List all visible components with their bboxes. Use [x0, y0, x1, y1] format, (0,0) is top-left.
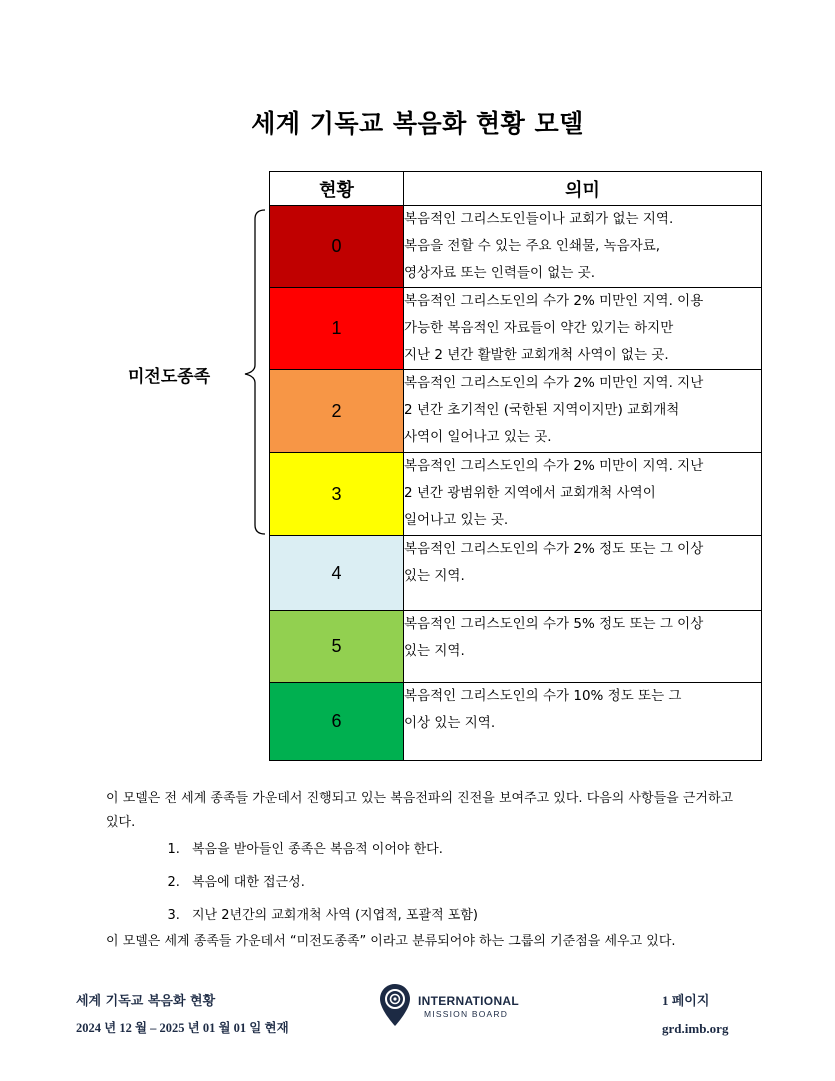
meaning-line: 이상 있는 지역.: [404, 715, 496, 731]
meaning-line: 지난 2 년간 활발한 교회개척 사역이 없는 곳.: [404, 347, 669, 363]
header-meaning: 의미: [404, 172, 762, 206]
meaning-cell: [404, 683, 762, 761]
meaning-line: 사역이 일어나고 있는 곳.: [404, 429, 552, 445]
meaning-line: 복음을 전할 수 있는 주요 인쇄물, 녹음자료,: [404, 238, 661, 254]
meaning-line: 복음적인 그리스도인의 수가 5% 정도 또는 그 이상: [404, 616, 704, 632]
meaning-line: 2 년간 광범위한 지역에서 교회개척 사역이: [404, 485, 656, 501]
meaning-cell: [404, 370, 762, 453]
meaning-line: 일어나고 있는 곳.: [404, 512, 509, 528]
page-title: 세계 기독교 복음화 현황 모델: [251, 109, 584, 138]
meaning-cell: [404, 453, 762, 536]
logo-sub-text: MISSION BOARD: [424, 1009, 509, 1019]
meaning-cell: [404, 611, 762, 683]
table-row: [270, 611, 762, 683]
list-item: 3. 지난 2년간의 교회개척 사역 (지엽적, 포괄적 포함): [184, 904, 746, 927]
level-cell: 1: [270, 288, 404, 370]
footer-date: 2024 년 12 월 – 2025 년 01 월 01 일 현재: [76, 1021, 289, 1035]
meaning-cell: [404, 536, 762, 611]
list-item: 1. 복음을 받아들인 종족은 복음적 이어야 한다.: [184, 838, 746, 861]
meaning-line: 영상자료 또는 인력들이 없는 곳.: [404, 265, 595, 281]
website-link[interactable]: grd.imb.org: [662, 1021, 729, 1036]
bracket-brace: [243, 209, 267, 535]
bracket-label: 미전도종족: [128, 367, 211, 387]
meaning-line: 복음적인 그리스도인의 수가 2% 미만인 지역. 이용: [404, 293, 704, 309]
meaning-line: 가능한 복음적인 자료들이 약간 있기는 하지만: [404, 320, 674, 336]
meaning-line: 복음적인 그리스도인의 수가 2% 미만인 지역. 지난: [404, 375, 704, 391]
table-row: [270, 683, 762, 761]
table-body: [270, 206, 762, 761]
header-level: 현황: [270, 172, 404, 206]
meaning-line: 복음적인 그리스도인의 수가 2% 미만이 지역. 지난: [404, 458, 704, 474]
table-row: [270, 206, 762, 288]
level-cell: 4: [270, 536, 404, 611]
page-number: 1 페이지: [662, 993, 710, 1008]
logo-text: [418, 994, 519, 1019]
meaning-line: 있는 지역.: [404, 568, 465, 584]
footer-left: [76, 990, 289, 1036]
meaning-line: 복음적인 그리스도인의 수가 10% 정도 또는 그: [404, 688, 682, 704]
meaning-cell: [404, 288, 762, 370]
description: [106, 787, 746, 954]
table-row: [270, 288, 762, 370]
intro-text: 이 모델은 전 세계 종족들 가운데서 진행되고 있는 복음전파의 진전을 보여주고 있다. 다음의 사항들을 근거하고 있다.: [106, 791, 734, 830]
imb-logo-icon: [378, 982, 412, 1028]
level-cell: 2: [270, 370, 404, 453]
table-header-row: [270, 172, 762, 206]
logo-main-text: INTERNATIONAL: [418, 994, 520, 1008]
footer-title: 세계 기독교 복음화 현황: [76, 994, 216, 1009]
level-cell: 0: [270, 206, 404, 288]
table-row: [270, 536, 762, 611]
meaning-line: 있는 지역.: [404, 643, 465, 659]
outro-text: 이 모델은 세계 종족들 가운데서 “미전도종족” 이라고 분류되어야 하는 그룹의 기준점을 세우고 있다.: [106, 934, 676, 949]
meaning-line: 2 년간 초기적인 (국한된 지역이지만) 교회개척: [404, 402, 680, 418]
meaning-line: 복음적인 그리스도인의 수가 2% 정도 또는 그 이상: [404, 541, 704, 557]
table-row: [270, 453, 762, 536]
level-cell: 6: [270, 683, 404, 761]
status-table: [269, 171, 762, 761]
criteria-list: [106, 838, 746, 927]
meaning-cell: [404, 206, 762, 288]
list-item: 2. 복음에 대한 접근성.: [184, 871, 746, 894]
meaning-line: 복음적인 그리스도인들이나 교회가 없는 지역.: [404, 211, 674, 227]
table-row: [270, 370, 762, 453]
level-cell: 5: [270, 611, 404, 683]
level-cell: 3: [270, 453, 404, 536]
footer-right: [662, 990, 728, 1037]
